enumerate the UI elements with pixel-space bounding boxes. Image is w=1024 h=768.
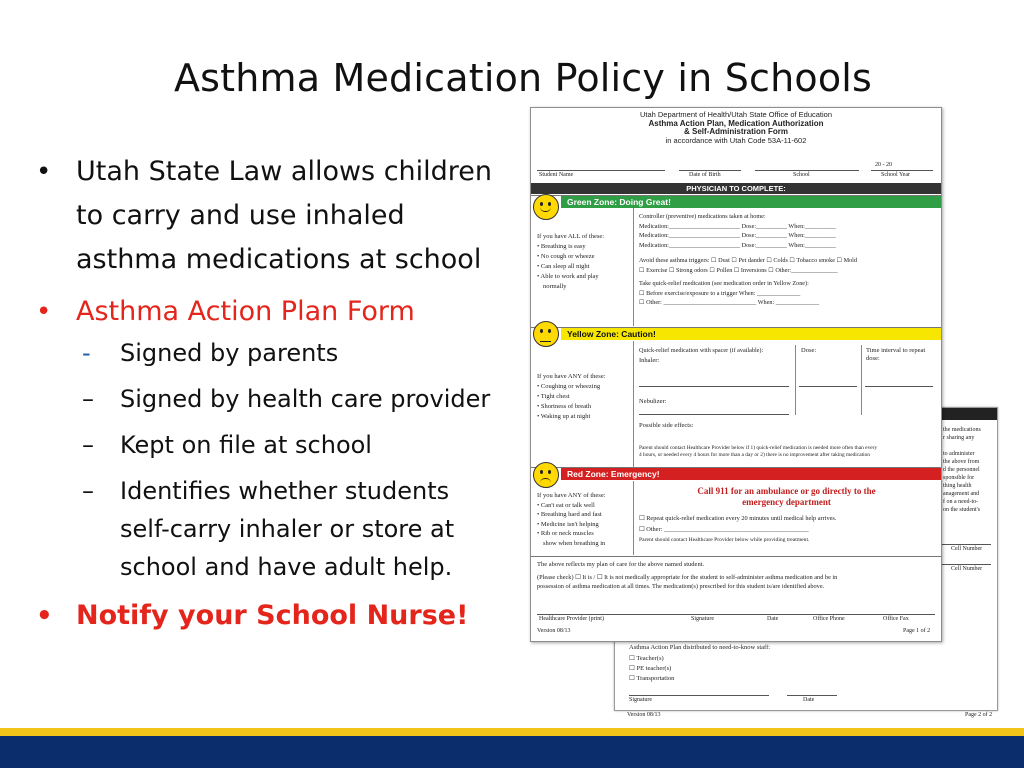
dose-rule [799, 386, 857, 387]
form-header-title: & Self-Administration Form [683, 127, 788, 136]
sad-face-icon [533, 462, 559, 488]
form-version: Version 08/13 [537, 628, 571, 634]
symptom-line: • Can sleep all night [537, 263, 590, 270]
bullet-action-plan [36, 290, 506, 334]
note-line: 4 hours, or needed every 4 hours for more than a day or 2) there is no improvement after taking medication [639, 452, 870, 458]
instruction-line: Parent should contact Healthcare Provider below while providing treatment. [639, 537, 810, 543]
yellow-zone-note [639, 445, 937, 459]
zone-divider [633, 341, 634, 467]
green-zone-medications [639, 212, 934, 308]
page2-line: d the personnel [943, 467, 980, 473]
school-year-value: 20 - 20 [875, 162, 892, 168]
page2-rule [941, 564, 991, 565]
page2-line: the above from [943, 459, 980, 465]
med-line: ☐ Other: ______________________________ When: ______________ [639, 299, 820, 306]
page2-line: the medications [943, 427, 981, 433]
symptom-line: • Can't eat or talk well [537, 501, 595, 509]
symptom-line: show when breathing in [543, 539, 606, 547]
student-name-rule [537, 170, 665, 171]
interval-rule [865, 386, 933, 387]
med-line: Inhaler: [639, 357, 660, 364]
symptom-line: • Waking up at night [537, 413, 591, 420]
page2-cell-number-label: Cell Number [951, 566, 983, 572]
school-label: School [793, 172, 810, 178]
page2-rule [941, 544, 991, 545]
bullet-text: Notify your School Nurse! [76, 600, 469, 631]
zone-divider [633, 208, 634, 326]
slide-title: Asthma Medication Policy in Schools [173, 56, 873, 100]
symptom-line: • Able to work and play [537, 273, 599, 280]
sub-bullet-text: Signed by parents [120, 339, 339, 367]
self-admin-check-line: possession of asthma medication at all times. The medication(s) prescribed for this student is/are identified above. [537, 583, 825, 590]
provider-print-label: Healthcare Provider (print) [539, 616, 604, 622]
sub-bullet-parents [36, 334, 506, 372]
symptom-line: • Breathing is easy [537, 243, 586, 250]
footer-gold-band [0, 728, 1024, 736]
bullet-dot: • [36, 297, 52, 327]
bullet-list [36, 150, 506, 638]
bottom-divider [531, 556, 941, 557]
page2-check-pe: ☐ PE teacher(s) [629, 665, 672, 672]
signature-label: Signature [691, 616, 714, 622]
symptom-line: • Shortness of breath [537, 403, 592, 410]
school-year-rule [871, 170, 933, 171]
symptom-line: • Tight chest [537, 393, 570, 400]
zone-divider [633, 481, 634, 555]
med-line: Avoid these asthma triggers: ☐ Dust ☐ Pet dander ☐ Colds ☐ Tobacco smoke ☐ Mold [639, 257, 857, 264]
asthma-action-plan-form-image [530, 107, 942, 642]
sub-bullet-text: Identifies whether students self-carry inhaler or store at school and have adult help. [120, 477, 455, 581]
symptom-line: If you have ANY of these: [537, 492, 606, 499]
page2-page-number: Page 2 of 2 [965, 712, 993, 718]
med-line: Medication:_______________________ Dose:__________ When:__________ [639, 232, 836, 239]
symptom-line: • Coughing or wheezing [537, 383, 601, 390]
form-page-number: Page 1 of 2 [903, 628, 931, 634]
school-rule [755, 170, 859, 171]
page2-check-teacher: ☐ Teacher(s) [629, 655, 664, 662]
red-zone-bar: Red Zone: Emergency! [561, 468, 941, 480]
bullet-dot: • [36, 157, 52, 187]
page2-date-label: Date [803, 697, 815, 703]
footer-navy-band [0, 736, 1024, 768]
happy-face-icon [533, 194, 559, 220]
page2-rule [787, 695, 837, 696]
dose-label: Dose: [801, 347, 817, 354]
page2-side-text [943, 426, 995, 514]
dash-glyph: – [82, 477, 94, 505]
dob-label: Date of Birth [689, 172, 721, 178]
med-line: ☐ Before exercise/exposure to a trigger When: ______________ [639, 289, 801, 297]
dash-glyph: – [82, 385, 94, 413]
med-line: Medication:_______________________ Dose:__________ When:__________ [639, 241, 836, 249]
dash-glyph: - [82, 339, 91, 367]
symptom-line: If you have ALL of these: [537, 233, 605, 240]
side-effects-label: Possible side effects: [639, 422, 694, 429]
form-header-title: Asthma Action Plan, Medication Authorization [648, 118, 824, 128]
red-zone-instructions [639, 513, 934, 546]
sub-bullet-file [36, 426, 506, 464]
page2-line: thing health [943, 483, 972, 489]
bullet-text: Utah State Law allows children to carry and use inhaled asthma medications at school [76, 156, 493, 275]
form-header-line: in accordance with Utah Code 53A-11-602 [665, 135, 807, 145]
plan-line: The above reflects my plan of care for the above named student. [537, 561, 705, 568]
provider-authorization [537, 560, 935, 591]
form-header [531, 111, 941, 145]
yellow-zone-symptoms [537, 372, 632, 422]
bullet-text: Asthma Action Plan Form [76, 296, 415, 327]
interval-label: Time interval to repeat dose: [866, 347, 926, 362]
signature-rule [537, 614, 935, 615]
med-line: Controller (preventive) medications taken at home: [639, 213, 766, 220]
page2-check-transport: ☐ Transportation [629, 675, 675, 682]
green-zone-symptoms [537, 232, 632, 292]
sub-bullet-provider [36, 380, 506, 418]
dob-rule [679, 170, 741, 171]
bullet-notify-nurse [36, 594, 506, 638]
note-line: Parent should contact Healthcare Provider below if 1) quick-relief medication is needed more often than every [639, 445, 878, 451]
dose-divider [795, 345, 796, 415]
call-911-heading: Call 911 for an ambulance or go directly to the emergency department [697, 486, 876, 507]
instruction-line: ☐ Repeat quick-relief medication every 20 minutes until medical help arrives. [639, 515, 837, 522]
page2-signature-label: Signature [629, 697, 652, 703]
self-admin-check-line: (Please check) ☐ It is / ☐ It is not medically appropriate for the student to self-administer asthma medication and be in [537, 574, 838, 581]
physician-to-complete-bar: PHYSICIAN TO COMPLETE: [531, 183, 941, 194]
instruction-line: ☐ Other: ______________________________________________ [639, 526, 809, 533]
dash-glyph: – [82, 431, 94, 459]
nebulizer-rule [639, 414, 789, 415]
office-fax-label: Office Fax [883, 616, 909, 622]
page2-line: to administer [943, 451, 975, 457]
page2-cell-number-label: Cell Number [951, 546, 983, 552]
date-label: Date [767, 616, 779, 622]
inhaler-rule [639, 386, 789, 387]
page2-spacer [943, 442, 995, 450]
symptom-line: • Breathing hard and fast [537, 511, 602, 519]
med-line: Medication:_______________________ Dose:__________ When:__________ [639, 222, 836, 230]
form-header-line: Utah Department of Health/Utah State Office of Education [639, 110, 833, 119]
sub-bullet-text: Kept on file at school [120, 431, 372, 459]
symptom-line: • Medicine isn't helping [537, 520, 599, 528]
yellow-zone-bar: Yellow Zone: Caution! [561, 328, 941, 340]
page2-line: anagement and [943, 491, 980, 497]
interval-divider [861, 345, 862, 415]
page2-line: r sharing any [943, 435, 975, 441]
sub-bullet-text: Signed by health care provider [120, 385, 491, 413]
green-zone-bar: Green Zone: Doing Great! [561, 196, 941, 208]
page2-distributed-label: Asthma Action Plan distributed to need-to-know staff: [629, 644, 771, 651]
symptom-line: • No cough or wheeze [537, 253, 595, 260]
page2-line: sponsible for [943, 475, 975, 481]
med-line: Quick-relief medication with spacer (if available): [639, 347, 764, 354]
symptom-line: normally [543, 283, 567, 290]
office-phone-label: Office Phone [813, 616, 845, 622]
sub-bullet-identifies [36, 472, 506, 586]
bullet-dot: • [36, 601, 53, 631]
page2-line: f on a need-to- [943, 499, 979, 505]
student-name-label: Student Name [539, 172, 574, 178]
page2-version: Version 08/13 [627, 712, 661, 718]
red-zone-symptoms [537, 491, 632, 549]
neutral-face-icon [533, 321, 559, 347]
symptom-line: If you have ANY of these: [537, 373, 606, 380]
symptom-line: • Rib or neck muscles [537, 530, 594, 538]
med-line: Take quick-relief medication (see medication order in Yellow Zone): [639, 280, 809, 287]
yellow-zone-quick-relief [639, 346, 799, 366]
med-line: ☐ Exercise ☐ Strong odors ☐ Pollen ☐ Inversions ☐ Other:_______________ [639, 266, 838, 274]
page2-rule [629, 695, 769, 696]
nebulizer-label: Nebulizer: [639, 398, 667, 405]
page2-line: on the student's [943, 507, 981, 513]
page2-header-bar [935, 408, 997, 420]
school-year-label: School Year [881, 172, 911, 178]
bullet-utah-law [36, 150, 506, 282]
